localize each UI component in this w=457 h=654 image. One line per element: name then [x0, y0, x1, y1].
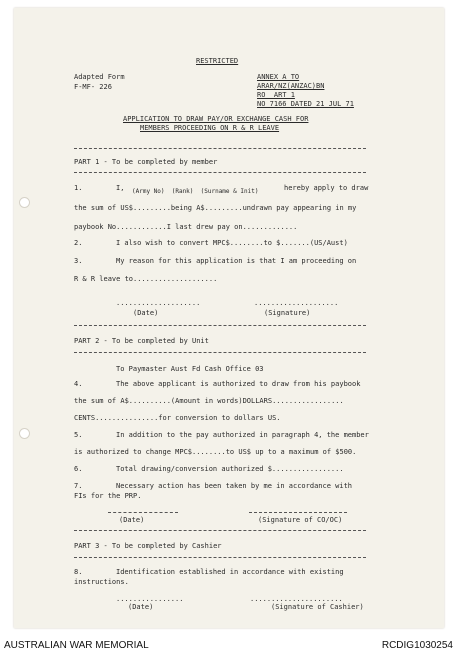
annex-reference-3: RO ART 1 — [257, 91, 295, 99]
part2-para7-text: Necessary action has been taken by me in accordance with — [116, 482, 353, 490]
part1-heading-rule — [74, 172, 366, 173]
part2-signature-label: (Signature of CO/OC) — [258, 516, 343, 524]
punch-hole-top — [19, 197, 30, 208]
part3-signature-dots: ...................... — [250, 595, 343, 603]
divider-top — [74, 148, 366, 149]
annex-reference-4: NO 7166 DATED 21 JUL 71 — [257, 100, 354, 108]
document-title-line-1: APPLICATION TO DRAW PAY/OR EXCHANGE CASH FOR — [123, 115, 309, 123]
part3-heading: PART 3 - To be completed by Cashier — [74, 542, 222, 550]
part1-para2-number: 2. — [74, 239, 83, 247]
classification-marking: RESTRICTED — [196, 57, 239, 65]
part3-para8-text: Identification established in accordance with existing — [116, 568, 344, 576]
form-reference-line-2: F-MF- 226 — [74, 83, 112, 91]
document-page — [14, 8, 444, 628]
part2-date-line — [108, 512, 178, 513]
part3-signature-label: (Signature of Cashier) — [271, 603, 364, 611]
part2-para6-text: Total drawing/conversion authorized $................. — [116, 465, 344, 473]
part3-para8-number: 8. — [74, 568, 83, 576]
part2-para7-number: 7. — [74, 482, 83, 490]
annex-reference-1: ANNEX A TO — [257, 73, 300, 81]
part1-heading: PART 1 - To be completed by member — [74, 158, 218, 166]
part2-para4-text: The above applicant is authorized to draw from his paybook — [116, 380, 361, 388]
part3-date-label: (Date) — [128, 603, 154, 611]
part3-heading-rule — [74, 557, 366, 558]
part2-para6-number: 6. — [74, 465, 83, 473]
part1-para3-text: My reason for this application is that I am proceeding on — [116, 257, 357, 265]
part2-para4-line2: the sum of A$..........(Amount in words)DOLLARS................. — [74, 397, 344, 405]
part2-para5-text: In addition to the pay authorized in paragraph 4, the member — [116, 431, 369, 439]
part2-para4-number: 4. — [74, 380, 83, 388]
part2-date-label: (Date) — [119, 516, 145, 524]
part1-para1-lead: I, — [116, 184, 125, 192]
part1-date-label: (Date) — [133, 309, 159, 317]
annex-reference-2: ARAR/NZ(ANZAC)BN — [257, 82, 325, 90]
part3-para8-line2: instructions. — [74, 578, 129, 586]
part1-para3-line2: R & R leave to.................... — [74, 275, 218, 283]
part1-date-dots: .................... — [116, 299, 201, 307]
part2-heading: PART 2 - To be completed by Unit — [74, 337, 209, 345]
part2-heading-rule — [74, 352, 366, 353]
part1-para2-text: I also wish to convert MPC$........to $.......(US/Aust) — [116, 239, 348, 247]
part1-para1-number: 1. — [74, 184, 83, 192]
archive-credit: AUSTRALIAN WAR MEMORIAL — [4, 640, 149, 651]
part1-signature-dots: .................... — [254, 299, 339, 307]
part2-addressee: To Paymaster Aust Fd Cash Office 03 — [116, 365, 264, 373]
punch-hole-bottom — [19, 428, 30, 439]
part2-para5-number: 5. — [74, 431, 83, 439]
part1-para3-number: 3. — [74, 257, 83, 265]
archive-record-id: RCDIG1030254 — [381, 640, 453, 651]
divider-part2-end — [74, 530, 366, 531]
part1-para1-fields: (Army No) (Rank) (Surname & Init) — [132, 188, 259, 195]
part1-signature-label: (Signature) — [264, 309, 311, 317]
part1-para1-line3: paybook No............I last drew pay on............. — [74, 223, 298, 231]
form-reference-line-1: Adapted Form — [74, 73, 125, 81]
part1-para1-line2: the sum of US$.........being A$.........undrawn pay appearing in my — [74, 204, 357, 212]
part3-date-dots: ................ — [116, 595, 184, 603]
part2-para5-line2: is authorized to change MPC$........to US$ up to a maximum of $500. — [74, 448, 357, 456]
part2-signature-line — [249, 512, 347, 513]
part2-para7-line2: FIs for the PRP. — [74, 492, 142, 500]
part1-para1-tail: hereby apply to draw — [284, 184, 369, 192]
part2-para4-line3: CENTS...............for conversion to dollars US. — [74, 414, 281, 422]
divider-part1-end — [74, 325, 366, 326]
document-title-line-2: MEMBERS PROCEEDING ON R & R LEAVE — [140, 124, 280, 132]
